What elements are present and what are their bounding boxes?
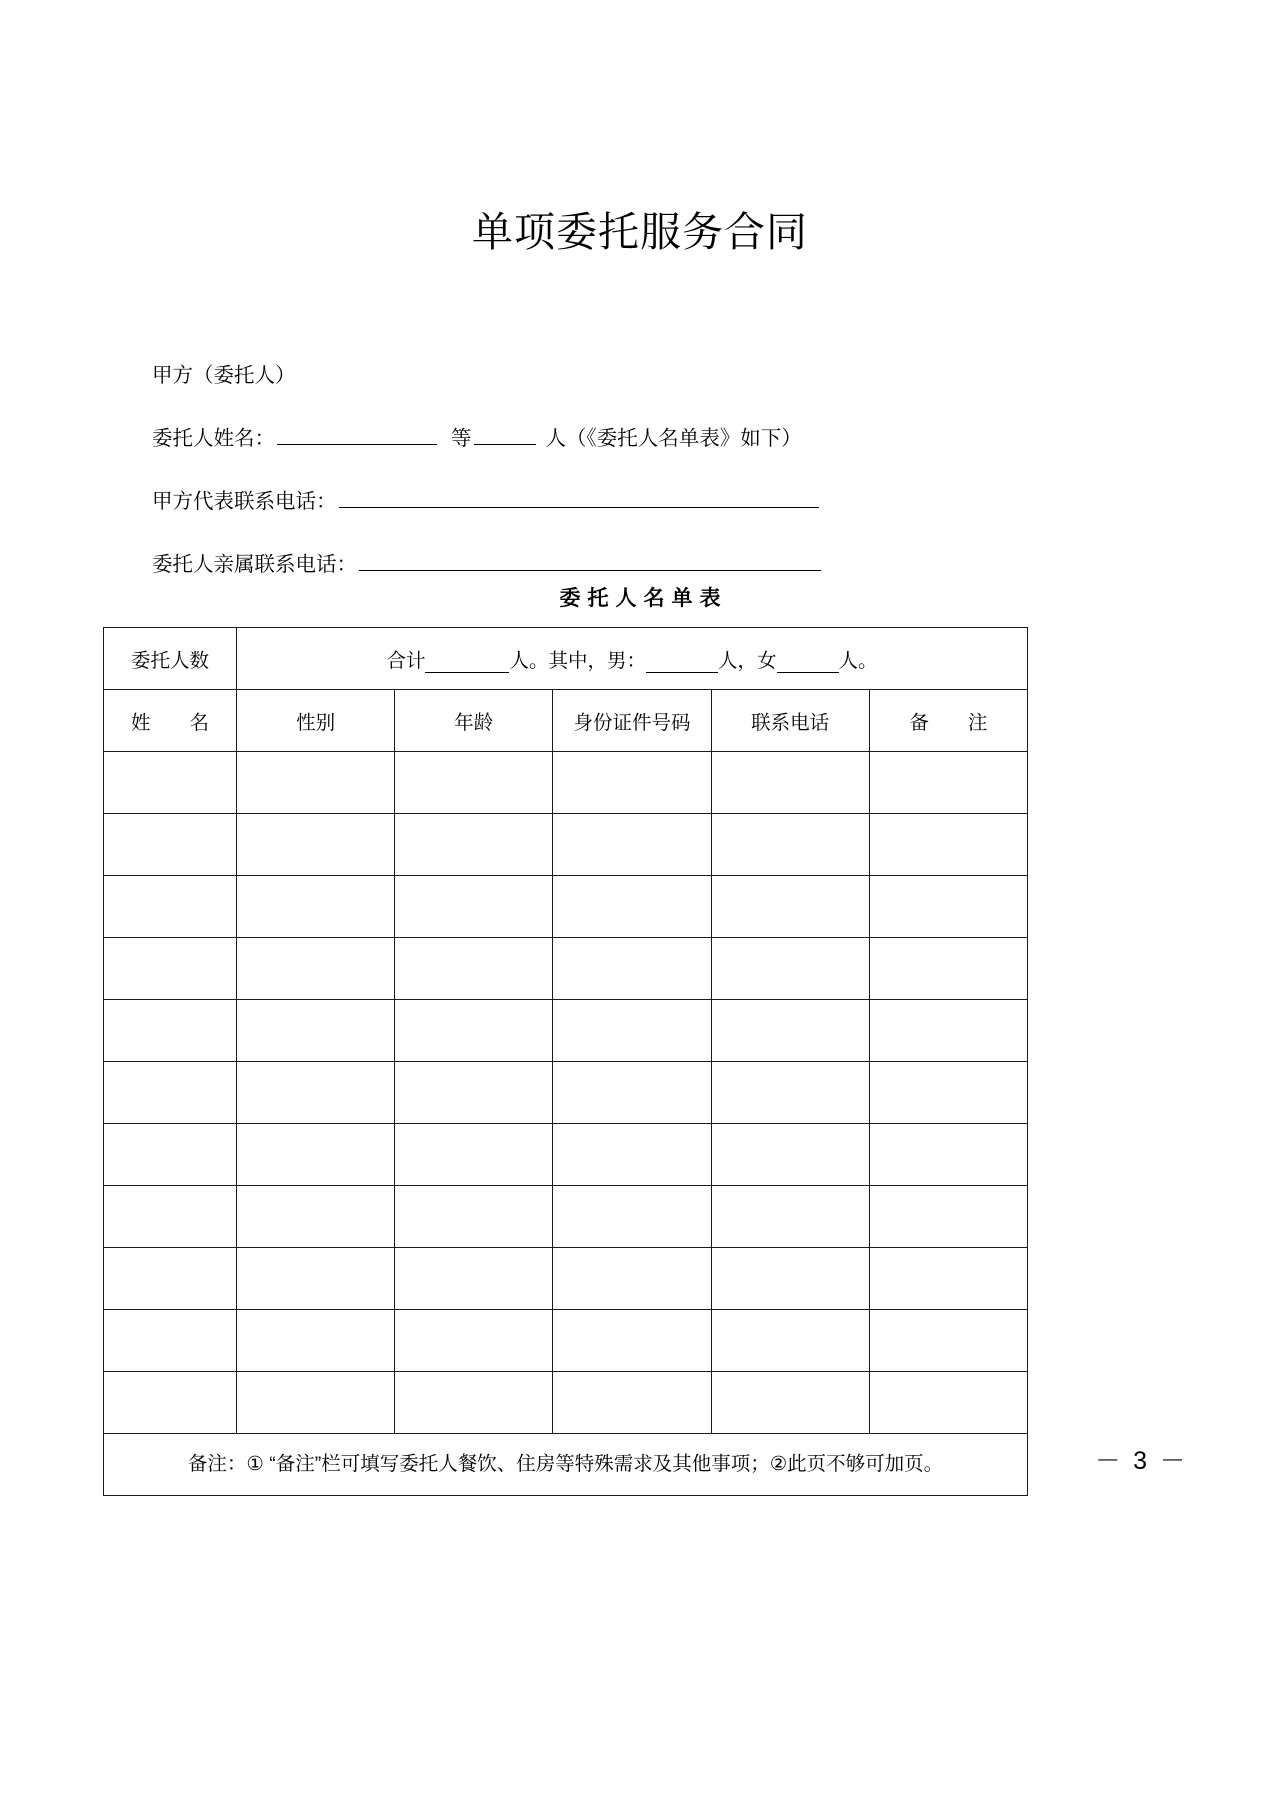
cell-note[interactable]	[869, 1372, 1027, 1434]
rep-phone-line	[152, 486, 1072, 513]
table-row	[104, 1124, 1028, 1186]
cell-age[interactable]	[395, 1248, 553, 1310]
column-header-tel: 联系电话	[711, 690, 869, 752]
page-title: 单项委托服务合同	[472, 209, 808, 255]
cell-tel[interactable]	[711, 1372, 869, 1434]
client-name-mid: 等	[451, 427, 472, 451]
cell-tel[interactable]	[711, 1000, 869, 1062]
cell-note[interactable]	[869, 1310, 1027, 1372]
cell-age[interactable]	[395, 1310, 553, 1372]
roster-footnote: 备注：① “备注”栏可填写委托人餐饮、住房等特殊需求及其他事项；②此页不够可加页。	[104, 1434, 1028, 1496]
table-row	[104, 814, 1028, 876]
cell-name[interactable]	[104, 876, 237, 938]
table-row	[104, 1310, 1028, 1372]
cell-age[interactable]	[395, 938, 553, 1000]
cell-name[interactable]	[104, 938, 237, 1000]
cell-sex[interactable]	[237, 752, 395, 814]
cell-id[interactable]	[553, 1186, 711, 1248]
count-unit2: 人，女	[718, 649, 777, 672]
cell-name[interactable]	[104, 1248, 237, 1310]
cell-tel[interactable]	[711, 1310, 869, 1372]
party-a-heading-line	[152, 366, 1072, 387]
cell-id[interactable]	[553, 1372, 711, 1434]
relative-phone-label: 委托人亲属联系电话：	[152, 553, 357, 577]
cell-id[interactable]	[553, 938, 711, 1000]
cell-id[interactable]	[553, 814, 711, 876]
table-row	[104, 752, 1028, 814]
cell-note[interactable]	[869, 1186, 1027, 1248]
count-unit1: 人。其中，男：	[509, 649, 646, 672]
count-row	[104, 628, 1028, 690]
cell-sex[interactable]	[237, 1000, 395, 1062]
cell-note[interactable]	[869, 876, 1027, 938]
column-header-age: 年龄	[395, 690, 553, 752]
cell-tel[interactable]	[711, 814, 869, 876]
cell-note[interactable]	[869, 1000, 1027, 1062]
female-count-input[interactable]	[777, 652, 839, 673]
cell-sex[interactable]	[237, 1372, 395, 1434]
cell-id[interactable]	[553, 1000, 711, 1062]
cell-sex[interactable]	[237, 1124, 395, 1186]
cell-id[interactable]	[553, 752, 711, 814]
client-name-label: 委托人姓名：	[152, 427, 275, 451]
rep-phone-label: 甲方代表联系电话：	[152, 490, 337, 514]
cell-sex[interactable]	[237, 1248, 395, 1310]
cell-note[interactable]	[869, 1124, 1027, 1186]
column-header-note: 备 注	[869, 690, 1027, 752]
cell-age[interactable]	[395, 814, 553, 876]
count-prefix: 合计	[386, 649, 426, 672]
column-header-sex: 性别	[237, 690, 395, 752]
cell-sex[interactable]	[237, 1186, 395, 1248]
cell-age[interactable]	[395, 1062, 553, 1124]
cell-id[interactable]	[553, 1248, 711, 1310]
column-header-name: 姓 名	[104, 690, 237, 752]
cell-age[interactable]	[395, 752, 553, 814]
cell-tel[interactable]	[711, 1124, 869, 1186]
cell-age[interactable]	[395, 1000, 553, 1062]
column-header-id: 身份证件号码	[553, 690, 711, 752]
table-row	[104, 1000, 1028, 1062]
cell-sex[interactable]	[237, 1062, 395, 1124]
client-name-input[interactable]	[277, 423, 437, 446]
cell-name[interactable]	[104, 1062, 237, 1124]
roster-table-caption: 委托人名单表	[559, 587, 728, 610]
relative-phone-line	[152, 549, 1072, 576]
cell-id[interactable]	[553, 1062, 711, 1124]
cell-age[interactable]	[395, 1124, 553, 1186]
cell-name[interactable]	[104, 1310, 237, 1372]
cell-name[interactable]	[104, 752, 237, 814]
total-count-input[interactable]	[425, 652, 509, 673]
cell-note[interactable]	[869, 938, 1027, 1000]
cell-sex[interactable]	[237, 814, 395, 876]
cell-age[interactable]	[395, 876, 553, 938]
cell-sex[interactable]	[237, 938, 395, 1000]
cell-tel[interactable]	[711, 1248, 869, 1310]
cell-name[interactable]	[104, 1186, 237, 1248]
cell-id[interactable]	[553, 1124, 711, 1186]
cell-note[interactable]	[869, 752, 1027, 814]
cell-name[interactable]	[104, 1372, 237, 1434]
cell-sex[interactable]	[237, 1310, 395, 1372]
table-row	[104, 1186, 1028, 1248]
cell-tel[interactable]	[711, 1186, 869, 1248]
cell-id[interactable]	[553, 1310, 711, 1372]
table-row	[104, 876, 1028, 938]
table-row	[104, 1248, 1028, 1310]
party-a-form	[152, 366, 1072, 576]
count-row-label: 委托人数	[104, 628, 237, 690]
cell-id[interactable]	[553, 876, 711, 938]
page-number: － 3 －	[1095, 1447, 1188, 1475]
roster-table	[103, 627, 1028, 1496]
client-name-tail: 人（《委托人名单表》如下）	[545, 427, 802, 451]
roster-header-row	[104, 690, 1028, 752]
count-unit3: 人。	[838, 649, 878, 672]
cell-name[interactable]	[104, 814, 237, 876]
table-row	[104, 1372, 1028, 1434]
table-row	[104, 1062, 1028, 1124]
rep-phone-input[interactable]	[339, 486, 819, 509]
cell-age[interactable]	[395, 1372, 553, 1434]
cell-sex[interactable]	[237, 876, 395, 938]
cell-tel[interactable]	[711, 938, 869, 1000]
cell-age[interactable]	[395, 1186, 553, 1248]
party-a-heading: 甲方（委托人）	[152, 364, 296, 387]
table-row	[104, 938, 1028, 1000]
cell-tel[interactable]	[711, 1062, 869, 1124]
cell-note[interactable]	[869, 814, 1027, 876]
cell-note[interactable]	[869, 1248, 1027, 1310]
cell-name[interactable]	[104, 1000, 237, 1062]
cell-note[interactable]	[869, 1062, 1027, 1124]
male-count-input[interactable]	[646, 652, 718, 673]
cell-tel[interactable]	[711, 752, 869, 814]
count-row-value	[237, 628, 1028, 690]
relative-phone-input[interactable]	[359, 549, 821, 572]
cell-name[interactable]	[104, 1124, 237, 1186]
roster-table-wrap	[103, 627, 1028, 1496]
cell-tel[interactable]	[711, 876, 869, 938]
client-count-input[interactable]	[474, 423, 536, 446]
client-name-line	[152, 423, 1072, 450]
